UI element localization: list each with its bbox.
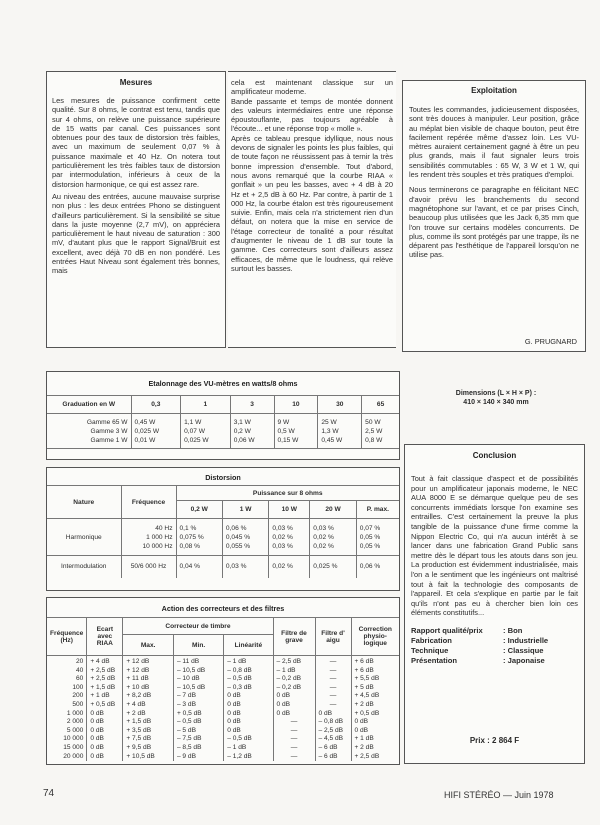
verdict-row [411, 656, 578, 666]
harmonic-col: 0,03 % 0,02 % 0,03 % [269, 519, 310, 556]
harmonic-col: 0,03 % 0,02 % 0,02 % [310, 519, 356, 556]
verdict-row [411, 646, 578, 656]
vu-header-cell: 1 [181, 396, 231, 414]
intermod-val: 0,04 % [176, 556, 222, 578]
vu-col: 1,1 W 0,07 W 0,025 W [181, 414, 231, 449]
filters-col-aigu: — — — — — — 0 dB – 0,8 dB – 2,5 dB – 4,5 dB – 6 dB – 6 dB [315, 656, 351, 762]
filters-col-lin: – 1 dB – 0,8 dB – 0,5 dB – 0,3 dB 0 dB 0 dB 0 dB 0 dB 0 dB – 0,5 dB – 1 dB – 1,2 dB [224, 656, 273, 762]
verdict-label: Présentation [411, 655, 457, 665]
intermod-val: 0,03 % [222, 556, 268, 578]
verdict-value: : Bon [503, 625, 523, 635]
filters-col-grave: – 2,5 dB – 1 dB – 0,2 dB – 0,2 dB 0 dB 0 dB 0 dB — — — — — [273, 656, 315, 762]
vu-row-label: Gamme 1 W [90, 436, 128, 444]
harmonic-col: 0,1 % 0,075 % 0,08 % [176, 519, 222, 556]
mesures-title: Mesures [119, 78, 153, 87]
exploitation-paragraph-2: Nous terminerons ce paragraphe en félicitant NEC d'avoir prévu les branchements du second magnétophone sur l'avant, et ce par prises Cinch, beaucoup plus utilisées que les Jack 6,35 mm que l'on trouve sur certains modèles concurrents. De plus, comme ils sont protégés par une trappe, ils ne déparent pas l'esthétique de l'appareil lorsqu'on ne utilise pas. [409, 185, 579, 260]
verdict-label: Fabrication [411, 635, 452, 645]
distortion-col: 20 W [310, 501, 356, 519]
intermod-freq: 50/6 000 Hz [121, 556, 176, 578]
vu-table [47, 395, 399, 449]
distortion-table [47, 485, 399, 578]
harmonic-col: 0,06 % 0,045 % 0,055 % [222, 519, 268, 556]
middle-column [228, 71, 396, 348]
vu-header-cell: 30 [318, 396, 362, 414]
filters-header-timbre: Correcteur de timbre [123, 618, 273, 635]
verdict-row [411, 626, 578, 636]
distortion-col: 1 W [222, 501, 268, 519]
filters-col-freq: 20 40 60 100 200 500 1 000 2 000 5 000 10 000 15 000 20 000 [47, 656, 87, 762]
middle-paragraph-2: Bande passante et temps de montée donnent des valeurs intermédiaires entre une réponse époustouflante, pas toujours agréable à l'écoute... et une réponse trop « molle ». [231, 96, 393, 134]
mesures-paragraph-1: Les mesures de puissance confirment cette qualité. Sur 8 ohms, le contrat est tenu, tandis que sur 4 ohms, on relève une puissance supérieure de 15 watts par canal. Ces puissances sont obtenues pour des taux de distorsion très faibles, avec un maximum de seulement 0,07 % à puissance maximale et 40 Hz. On notera tout particulièrement les très faibles taux de distorsion par intermodulation, inférieurs à ceux de la distorsion harmonique, ce qui est assez rare. [52, 96, 220, 189]
exploitation-box [402, 80, 586, 352]
vu-row-label: Gamme 65 W [86, 418, 128, 426]
filters-header-phys: Correction physio-logique [351, 618, 399, 656]
magazine-footer: HIFI STÉRÉO — Juin 1978 [444, 790, 554, 800]
distortion-header-frequence: Fréquence [121, 486, 176, 519]
filters-col-max: + 12 dB + 12 dB + 11 dB + 10 dB + 8,2 dB + 4 dB + 2 dB + 1,5 dB + 3,5 dB + 7,5 dB + 9,5 dB + 10,5 dB [123, 656, 174, 762]
verdict [411, 626, 578, 666]
vu-col: 3,1 W 0,2 W 0,06 W [230, 414, 274, 449]
vu-header-cell: 0,3 [131, 396, 181, 414]
filters-col-phys: + 6 dB + 6 dB + 5,5 dB + 5 dB + 4,5 dB + 2 dB + 0,5 dB 0 dB 0 dB + 1 dB + 2 dB + 2,5 dB [351, 656, 399, 762]
middle-paragraph-1: cela est maintenant classique sur un amplificateur moderne. [231, 78, 393, 97]
verdict-row [411, 636, 578, 646]
dimensions [416, 389, 576, 407]
vu-header-cell: 10 [274, 396, 318, 414]
vu-col: 0,45 W 0,025 W 0,01 W [131, 414, 181, 449]
vu-row-label: Gamme 3 W [90, 427, 128, 435]
price: Prix : 2 864 F [469, 736, 520, 745]
filters-table [47, 617, 399, 761]
intermod-label: Intermodulation [47, 556, 121, 578]
distortion-header-nature: Nature [47, 486, 121, 519]
distortion-header-power: Puissance sur 8 ohms [176, 486, 399, 501]
mesures-text [52, 96, 220, 276]
harmonic-label: Harmonique [47, 519, 121, 556]
mesures-paragraph-2: Au niveau des entrées, aucune mauvaise surprise non plus : les deux entrées Phono se distinguent d'ailleurs particulièrement. Si la sensibilité se situe dans la juste moyenne (2,7 mV), on appréciera particulièrement le haut niveau de saturation : 300 mV, d'autant plus que le rapport Signal/Bruit est excellent, avec déjà 70 dB en non pondéré. Les entrées Haut Niveau sont également très bonnes, mais [52, 191, 220, 276]
filters-box [46, 597, 400, 765]
vu-col: 9 W 0,5 W 0,15 W [274, 414, 318, 449]
vu-col: 25 W 1,3 W 0,45 W [318, 414, 362, 449]
intermod-val: 0,02 % [269, 556, 310, 578]
dimensions-label: Dimensions (L × H × P) : [455, 390, 537, 397]
exploitation-paragraph-1: Toutes les commandes, judicieusement disposées, sont très douces à manipuler. Leur position, grâce au méplat bien visible de chaque bouton, peut être facilement repérée même d'assez loin. Les VU-mètres auraient certainement gagné à être un peu plus grands, mais il faut signaler leurs trois sensibilités commutables : 65 W, 3 W et 1 W, qui les rendent très souples et très pratiques d'emploi. [409, 105, 579, 180]
conclusion-title: Conclusion [472, 451, 517, 460]
dimensions-value: 410 × 140 × 340 mm [463, 399, 529, 406]
vu-header-label: Graduation en W [47, 396, 131, 414]
page-number: 74 [43, 788, 55, 799]
verdict-value: : Classique [503, 645, 544, 655]
vu-header-cell: 3 [230, 396, 274, 414]
vu-col: 50 W 2,5 W 0,8 W [362, 414, 399, 449]
verdict-label: Rapport qualité/prix [411, 625, 483, 635]
conclusion-paragraph: Tout à fait classique d'aspect et de possibilités pour un amplificateur japonais moderne, le NEC AUA 8000 E se démarque quelque peu de ses concurrents immédiats lorsque l'on examine ses entrailles. C'est certainement la preuve la plus tangible de la puissance d'une firme comme la Nippon Electric Co, qui n'a aucun intérêt à se lancer dans une fabrication Grand Public sans mettre dès le départ tous les atouts dans son jeu. La production est évidemment industrialisée, mais l'on a le sentiment que les ingénieurs ont maîtrisé tout à fait la technologie des composants de l'appareil. Et cela s'explique en partie par le fait qu'ils n'ont pas eu à chercher bien loin ces éléments constitutifs... [411, 474, 578, 618]
conclusion-box [404, 444, 585, 764]
exploitation-title: Exploitation [471, 86, 517, 95]
filters-header-riaa: Ecart avec RIAA [87, 618, 123, 656]
distortion-col: 0,2 W [176, 501, 222, 519]
mesures-box [46, 71, 226, 348]
harmonic-freqs: 40 Hz 1 000 Hz 10 000 Hz [121, 519, 176, 556]
verdict-value: : Industrielle [503, 635, 549, 645]
filters-header-lin: Linéarité [224, 635, 273, 656]
distortion-box [46, 467, 400, 591]
filters-header-min: Min. [173, 635, 223, 656]
distortion-title: Distorsion [205, 473, 241, 482]
middle-paragraph-3: Après ce tableau presque idyllique, nous nous devons de signaler les points les plus faibles, qui de toute façon ne réussissent pas à ternir la très bonne impression d'ensemble. Tout d'abord, nous avons remarqué que la courbe RIAA « gonflait » un peu les basses, avec + 4 dB à 20 Hz et + 2,5 dB à 60 Hz. Par contre, à partir de 1 000 Hz, la courbe étalon est très rigoureusement suivie. Enfin, mais cela n'a strictement rien d'un défaut, on notera que la mise en service de l'étage correcteur de tonalité a pour résultat d'augmenter le niveau de 1 dB sur toute la gamme. Ces correcteurs sont d'ailleurs assez efficaces, de même que le loudness, qui relève surtout les basses. [231, 133, 393, 273]
intermod-val: 0,06 % [356, 556, 399, 578]
vu-header-cell: 65 [362, 396, 399, 414]
harmonic-col: 0,07 % 0,05 % 0,05 % [356, 519, 399, 556]
verdict-label: Technique [411, 645, 449, 655]
author: G. PRUGNARD [524, 337, 577, 346]
filters-header-aigu: Filtre d' aigu [315, 618, 351, 656]
distortion-col: 10 W [269, 501, 310, 519]
filters-header-grave: Filtre de grave [273, 618, 315, 656]
filters-header-freq: Fréquence (Hz) [47, 618, 87, 656]
vu-table-box [46, 371, 400, 460]
distortion-col: P. max. [356, 501, 399, 519]
vu-row-labels [47, 414, 131, 449]
intermod-val: 0,025 % [310, 556, 356, 578]
filters-header-max: Max. [123, 635, 174, 656]
filters-col-min: – 11 dB – 10,5 dB – 10 dB – 10,5 dB – 7 dB – 3 dB + 0,5 dB – 0,5 dB – 5 dB – 7,5 dB – 8,5 dB – 9 dB [173, 656, 223, 762]
vu-title: Etalonnage des VU-mètres en watts/8 ohms [148, 379, 298, 388]
filters-title: Action des correcteurs et des filtres [161, 604, 285, 613]
filters-col-riaa: + 4 dB + 2,5 dB + 2,5 dB + 1,5 dB + 1 dB + 0,5 dB 0 dB 0 dB 0 dB 0 dB 0 dB 0 dB [87, 656, 123, 762]
verdict-value: : Japonaise [503, 655, 545, 665]
